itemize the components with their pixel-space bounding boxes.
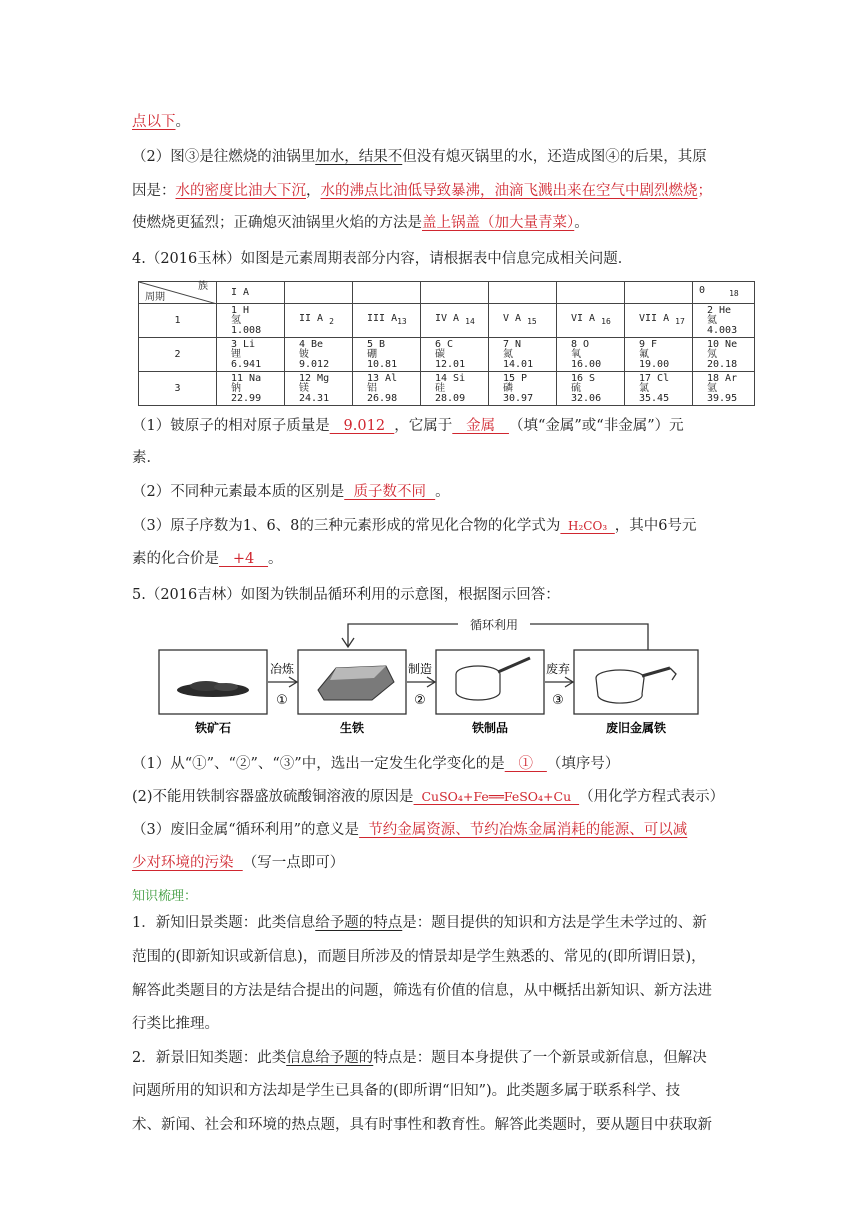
question-line (132, 147, 707, 167)
element-cell (489, 372, 557, 406)
element-name: 铝 (367, 382, 377, 394)
empty-cell (557, 282, 625, 304)
element-name: 氯 (639, 382, 649, 394)
text: 。 (268, 551, 283, 567)
element-mass: 9.012 (299, 358, 330, 370)
group-number: 16 (601, 317, 611, 326)
element-symbol: 10 Ne (707, 338, 738, 350)
element-cell (557, 338, 625, 372)
text: 因是： (132, 183, 176, 199)
element-mass: 32.06 (571, 392, 602, 404)
paragraph-line: 范围的(即新知识或新信息)，而题目所涉及的情景却是学生熟悉的、常见的(即所谓旧景)， (132, 949, 706, 965)
underlined-text: 给予题的特点 (315, 915, 403, 931)
group-label: VII A (639, 313, 670, 324)
text: 素的化合价是 (132, 551, 219, 567)
arrow1-label: 冶炼 (269, 662, 295, 676)
group-cell (421, 304, 489, 338)
text: （2）不同种元素最本质的区别是 (132, 484, 345, 500)
group-label: IV A (435, 313, 460, 324)
element-symbol: 5 B (367, 338, 386, 350)
element-mass: 28.09 (435, 392, 466, 404)
element-mass: 39.95 (707, 392, 738, 404)
element-mass: 24.31 (299, 392, 330, 404)
answer-text: 少对环境的污染 (132, 855, 243, 871)
question-line (132, 853, 344, 873)
element-symbol: 6 C (435, 338, 454, 350)
text: 特点是：题目本身提供了一个新景或新信息，但解决 (373, 1050, 707, 1066)
element-name: 硅 (435, 382, 445, 394)
table-row (139, 372, 755, 406)
answer-text: H₂CO₃ (560, 519, 615, 533)
table-row (139, 338, 755, 372)
element-symbol: 9 F (639, 338, 658, 350)
group-label: VI A (571, 313, 596, 324)
text: 但没有熄灭锅里的水，还造成图④的后果，其原 (402, 149, 707, 165)
element-cell (421, 372, 489, 406)
question-title: 4.（2016玉林）如图是元素周期表部分内容，请根据表中信息完成相关问题． (132, 251, 633, 267)
step3-label: ③ (552, 693, 564, 708)
box1-label: 铁矿石 (194, 721, 232, 735)
answer-text: 点以下 (132, 114, 176, 130)
element-cell (489, 338, 557, 372)
paragraph-line: 行类比推理。 (132, 1016, 219, 1032)
empty-cell (285, 282, 353, 304)
element-mass: 16.00 (571, 358, 602, 370)
group-label: II A (299, 313, 324, 324)
answer-text: 9.012 (329, 418, 395, 434)
element-symbol: 4 Be (299, 338, 324, 350)
period-number: 1 (139, 304, 217, 338)
element-symbol: 1 H (231, 304, 250, 316)
element-name: 氩 (707, 382, 717, 394)
text: （写一点即可） (242, 855, 345, 871)
element-name: 氧 (571, 348, 581, 360)
step2-label: ② (414, 693, 426, 708)
element-symbol: 18 Ar (707, 372, 738, 384)
answer-text: ① (504, 756, 547, 772)
element-cell (625, 372, 693, 406)
element-name: 铍 (299, 348, 309, 360)
underlined-text: 加水，结果不 (315, 149, 403, 165)
period-number: 2 (139, 338, 217, 372)
section-heading: 知识梳理： (132, 889, 198, 904)
element-mass: 10.81 (367, 358, 398, 370)
group-cell (353, 304, 421, 338)
question-line (132, 213, 589, 233)
answer-text: CuSO₄+Fe══FeSO₄+Cu (413, 789, 580, 804)
answer-text: 水的密度比油大下沉 (175, 183, 306, 199)
group-cell (285, 304, 353, 338)
element-symbol: 7 N (503, 338, 522, 350)
element-mass: 6.941 (231, 358, 262, 370)
element-cell (693, 372, 755, 406)
text: （填序号） (546, 756, 620, 772)
element-symbol: 12 Mg (299, 372, 330, 384)
answer-text: 水的沸点比油低导致暴沸，油滴飞溅出来在空气中剧烈燃烧 (320, 183, 698, 199)
element-symbol: 3 Li (231, 338, 256, 350)
empty-cell (353, 282, 421, 304)
answer-line (132, 112, 190, 132)
group-cell (625, 304, 693, 338)
element-mass: 22.99 (231, 392, 262, 404)
paragraph-line (132, 913, 707, 933)
text: （填“金属”或“非金属”）元 (508, 418, 684, 434)
element-cell (217, 372, 285, 406)
text: （3）废旧金属“循环利用”的意义是 (132, 822, 360, 838)
group-label: V A (503, 313, 522, 324)
element-cell (353, 338, 421, 372)
element-mass: 26.98 (367, 392, 398, 404)
element-cell (693, 304, 755, 338)
element-mass: 4.003 (707, 324, 738, 336)
answer-text: 金属 (452, 418, 509, 434)
empty-cell (625, 282, 693, 304)
box4-label: 废旧金属铁 (605, 721, 667, 735)
element-name: 碳 (435, 348, 445, 360)
element-mass: 1.008 (231, 324, 262, 336)
text: （2）图③是往燃烧的油锅里 (132, 149, 316, 165)
element-cell (285, 338, 353, 372)
text: 是：题目提供的知识和方法是学生未学过的、新 (402, 915, 707, 931)
element-name: 氖 (707, 348, 717, 360)
element-mass: 14.01 (503, 358, 534, 370)
question-line (132, 787, 724, 807)
answer-text: 盖上锅盖（加大量青菜） (422, 215, 575, 231)
element-mass: 35.45 (639, 392, 670, 404)
answer-text: 节约金属资源、节约冶炼金属消耗的能源、可以减 (359, 822, 688, 838)
question-line (132, 416, 684, 436)
text: 。 (175, 114, 190, 130)
periodic-table (138, 281, 755, 406)
text: （3）原子序数为1、6、8的三种元素形成的常见化合物的化学式为 (132, 518, 561, 534)
group-number: 17 (675, 317, 685, 326)
group-label: I A (231, 286, 250, 298)
element-cell (421, 338, 489, 372)
question-line (132, 516, 697, 536)
element-mass: 19.00 (639, 358, 670, 370)
box3-label: 铁制品 (471, 721, 509, 735)
group-number: 2 (329, 317, 334, 326)
question-line (132, 482, 450, 502)
arrow2-label: 制造 (407, 662, 433, 676)
element-symbol: 2 He (707, 304, 732, 316)
text: ， (306, 183, 321, 199)
question-line: 素． (132, 450, 161, 466)
element-cell (217, 304, 285, 338)
element-mass: 20.18 (707, 358, 738, 370)
text: (2)不能用铁制容器盛放硫酸铜溶液的原因是 (132, 789, 414, 805)
group-number: 13 (397, 317, 407, 326)
group-label: 0 (699, 285, 706, 296)
element-symbol: 17 Cl (639, 372, 670, 384)
text: ，其中6号元 (614, 518, 697, 534)
period-header: 周期 (145, 292, 165, 303)
text: （1）从“①”、“②”、“③”中，选出一定发生化学变化的是 (132, 756, 505, 772)
group-cell (217, 282, 285, 304)
element-name: 氢 (231, 314, 241, 326)
element-symbol: 11 Na (231, 372, 262, 384)
step1-label: ① (276, 693, 288, 708)
question-line (132, 181, 712, 201)
element-cell (625, 338, 693, 372)
text: 。 (574, 215, 589, 231)
element-name: 镁 (299, 382, 309, 394)
text: ，它属于 (394, 418, 453, 434)
group-header: 族 (198, 281, 208, 292)
element-cell (557, 372, 625, 406)
element-cell (353, 372, 421, 406)
text: 1．新知旧景类题：此类信息 (132, 915, 316, 931)
text: 。 (435, 484, 450, 500)
element-name: 氮 (503, 348, 513, 360)
answer-text: 质子数不同 (344, 484, 436, 500)
table-corner-header (139, 282, 217, 304)
element-name: 磷 (503, 382, 513, 394)
text: （用化学方程式表示） (579, 789, 725, 805)
element-symbol: 15 P (503, 372, 528, 384)
element-mass: 12.01 (435, 358, 466, 370)
empty-cell (421, 282, 489, 304)
iron-cycle-diagram (158, 618, 718, 740)
element-name: 氟 (639, 348, 649, 360)
element-symbol: 16 S (571, 372, 596, 384)
group-cell (557, 304, 625, 338)
element-cell (693, 338, 755, 372)
arrow3-label: 废弃 (545, 662, 571, 676)
text: （1）铍原子的相对原子质量是 (132, 418, 330, 434)
group-cell (693, 282, 755, 304)
text: 使燃烧更猛烈；正确熄灭油锅里火焰的方法是 (132, 215, 422, 231)
element-symbol: 8 O (571, 338, 590, 350)
group-label: III A (367, 313, 398, 324)
group-number: 14 (465, 317, 475, 326)
element-name: 氦 (707, 314, 717, 326)
element-symbol: 14 Si (435, 372, 466, 384)
group-number: 15 (527, 317, 537, 326)
paragraph-line (132, 1048, 707, 1068)
element-name: 锂 (231, 348, 241, 360)
group-cell (489, 304, 557, 338)
answer-text: +4 (219, 551, 269, 567)
underlined-text: 信息给予题的 (286, 1050, 374, 1066)
element-name: 钠 (231, 382, 241, 394)
question-line (132, 820, 687, 840)
empty-cell (489, 282, 557, 304)
paragraph-line: 解答此类题目的方法是结合提出的问题，筛选有价值的信息，从中概括出新知识、新方法进 (132, 983, 712, 999)
text: 2．新景旧知类题：此类 (132, 1050, 287, 1066)
paragraph-line: 问题所用的知识和方法却是学生已具备的(即所谓“旧知”)。此类题多属于联系科学、技 (132, 1083, 681, 1099)
element-symbol: 13 Al (367, 372, 398, 384)
text: ； (697, 183, 712, 199)
group-number: 18 (729, 289, 739, 298)
element-cell (217, 338, 285, 372)
box2-label: 生铁 (339, 721, 365, 735)
element-name: 硫 (571, 382, 581, 394)
question-line (132, 549, 283, 569)
period-number: 3 (139, 372, 217, 406)
question-line (132, 754, 619, 774)
element-cell (285, 372, 353, 406)
element-mass: 30.97 (503, 392, 534, 404)
paragraph-line: 术、新闻、社会和环境的热点题，具有时事性和教育性。解答此类题时，要从题目中获取新 (132, 1117, 712, 1133)
cycle-label: 循环利用 (469, 618, 519, 632)
element-name: 硼 (367, 348, 377, 360)
question-title: 5.（2016吉林）如图为铁制品循环利用的示意图，根据图示回答： (132, 587, 560, 603)
